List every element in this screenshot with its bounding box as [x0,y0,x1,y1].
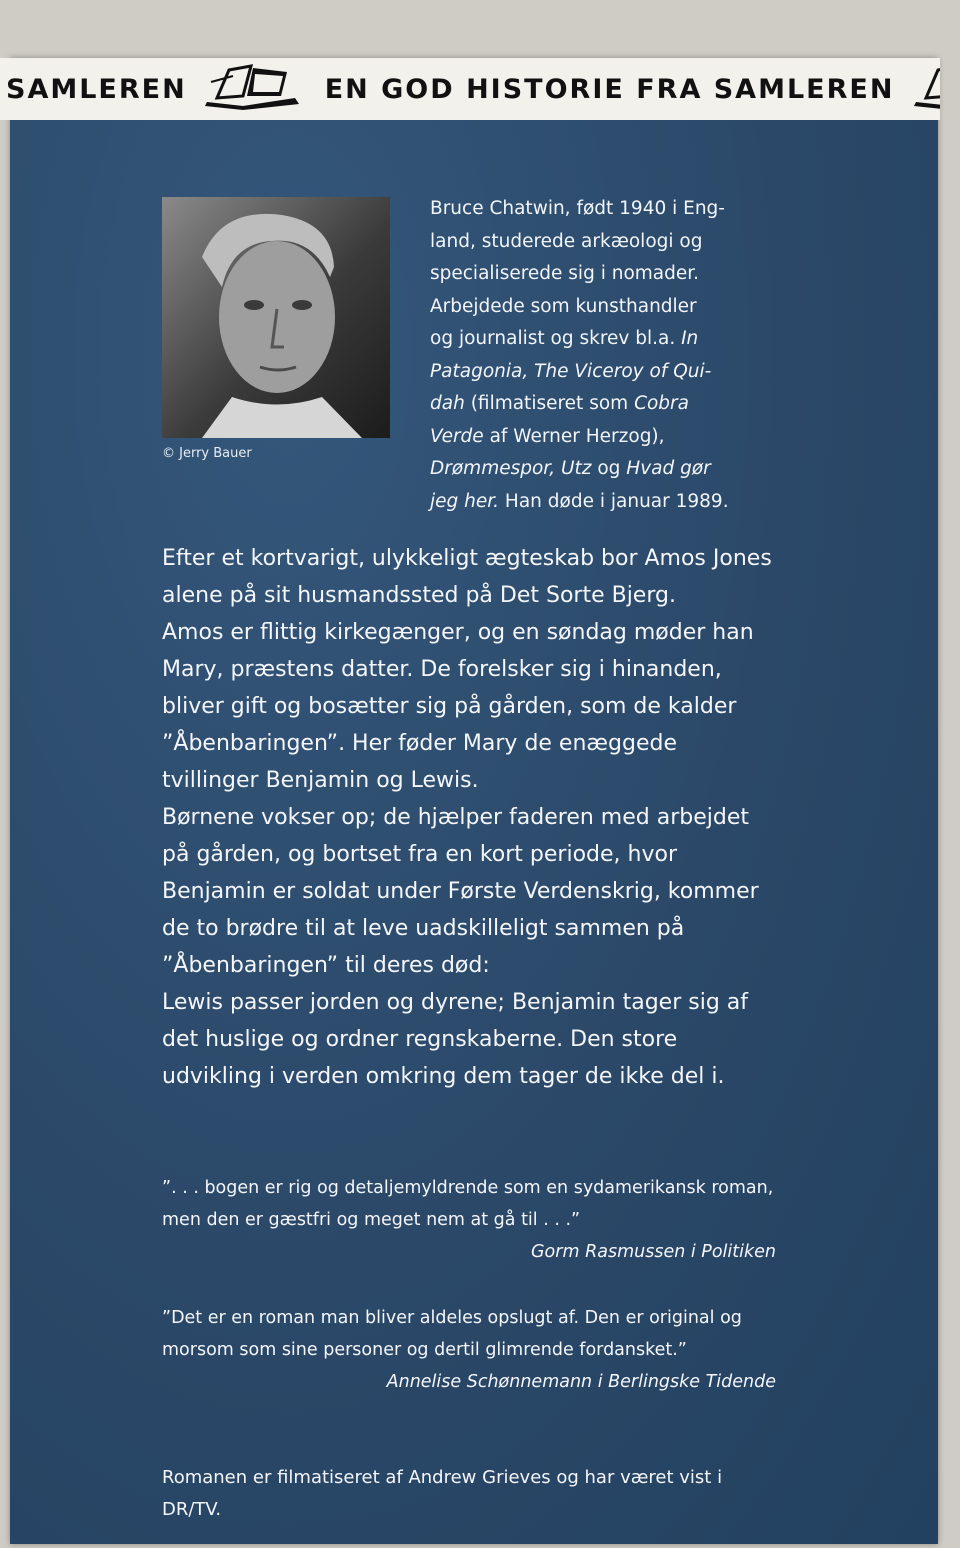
bio-title-text: Verde [430,425,484,447]
book-summary [162,540,774,1095]
bio-title-text: In [681,328,699,349]
bio-title-text: Patagonia, The Viceroy of Qui- [430,360,712,382]
bio-line [430,226,770,259]
bio-title-text: dah [430,393,465,414]
series-name-left: SAMLEREN [6,73,187,105]
series-tagline: EN GOD HISTORIE FRA SAMLEREN [324,73,895,105]
bio-line [430,323,770,356]
bio-line [430,356,770,389]
bio-text: og [591,458,627,479]
quote-text: ”. . . bogen er rig og detaljemyldrende som en sydamerikansk roman, men den er gæstfri og meget nem at gå til . . .” [162,1178,774,1230]
series-banner [0,58,940,120]
bio-line [430,291,770,324]
summary-paragraph: Efter et kortvarigt, ulykkeligt ægteskab bor Amos Jones alene på sit husmandssted på Det Sorte Bjerg. [162,546,772,608]
bio-title-text: Drømmespor, Utz [430,458,592,479]
bio-text: af Werner Herzog), [483,425,665,447]
quote-text: ”Det er en roman man bliver aldeles opslugt af. Den er original og morsom som sine personer og dertil glimrende fordansket.” [162,1308,742,1360]
bio-text: og journalist og skrev bl.a. [430,328,682,349]
book-press-icon [912,62,940,117]
bio-text: Arbejdede som kunsthandler [430,295,697,317]
bio-title-text: jeg her. [430,490,500,512]
bio-line [430,258,770,291]
bio-line [430,193,770,226]
bio-text: (filmatiseret som [464,393,635,414]
bio-text: specialiserede sig i nomader. [430,263,700,284]
bio-text: Bruce Chatwin, født 1940 i Eng- [430,198,725,219]
review-quote-2 [162,1302,776,1398]
bio-text: Han døde i januar 1989. [499,490,729,512]
summary-paragraph: Amos er flittig kirkegænger, og en søndag møder han Mary, præstens datter. De forelsker sig i hinanden, bliver gift og bosætter sig på gården, som de kalder ”Åbenbaringen”. Her føder Mary de enæggede tvillinger Benjamin og Lewis. [162,620,754,793]
author-photo [162,197,390,438]
summary-paragraph: Børnene vokser op; de hjælper faderen med arbejdet på gården, og bortset fra en kort periode, hvor Benjamin er soldat under Første Verdenskrig, kommer de to brødre til at leve uadskilleligt sammen på ”Åbenbaringen” til deres død: [162,805,759,978]
bio-text: land, studerede arkæologi og [430,230,703,252]
bio-title-text: Cobra [634,393,689,414]
quote-source: Gorm Rasmussen i Politiken [531,1242,776,1262]
bio-line [430,486,770,519]
photo-credit: © Jerry Bauer [162,446,252,461]
summary-paragraph: Lewis passer jorden og dyrene; Benjamin tager sig af det huslige og ordner regnskaberne. Den store udvikling i verden omkring dem tager de ikke del i. [162,990,749,1089]
author-bio [430,193,770,518]
review-quote-1 [162,1172,776,1268]
film-adaptation-note: Romanen er filmatiseret af Andrew Grieves og har været vist i DR/TV. [162,1467,723,1520]
quote-source: Annelise Schønnemann i Berlingske Tidende [386,1372,776,1392]
bio-line [430,421,770,454]
bio-title-text: Hvad gør [626,458,711,479]
bio-line [430,388,770,421]
book-press-icon [203,62,303,117]
bio-line [430,453,770,486]
